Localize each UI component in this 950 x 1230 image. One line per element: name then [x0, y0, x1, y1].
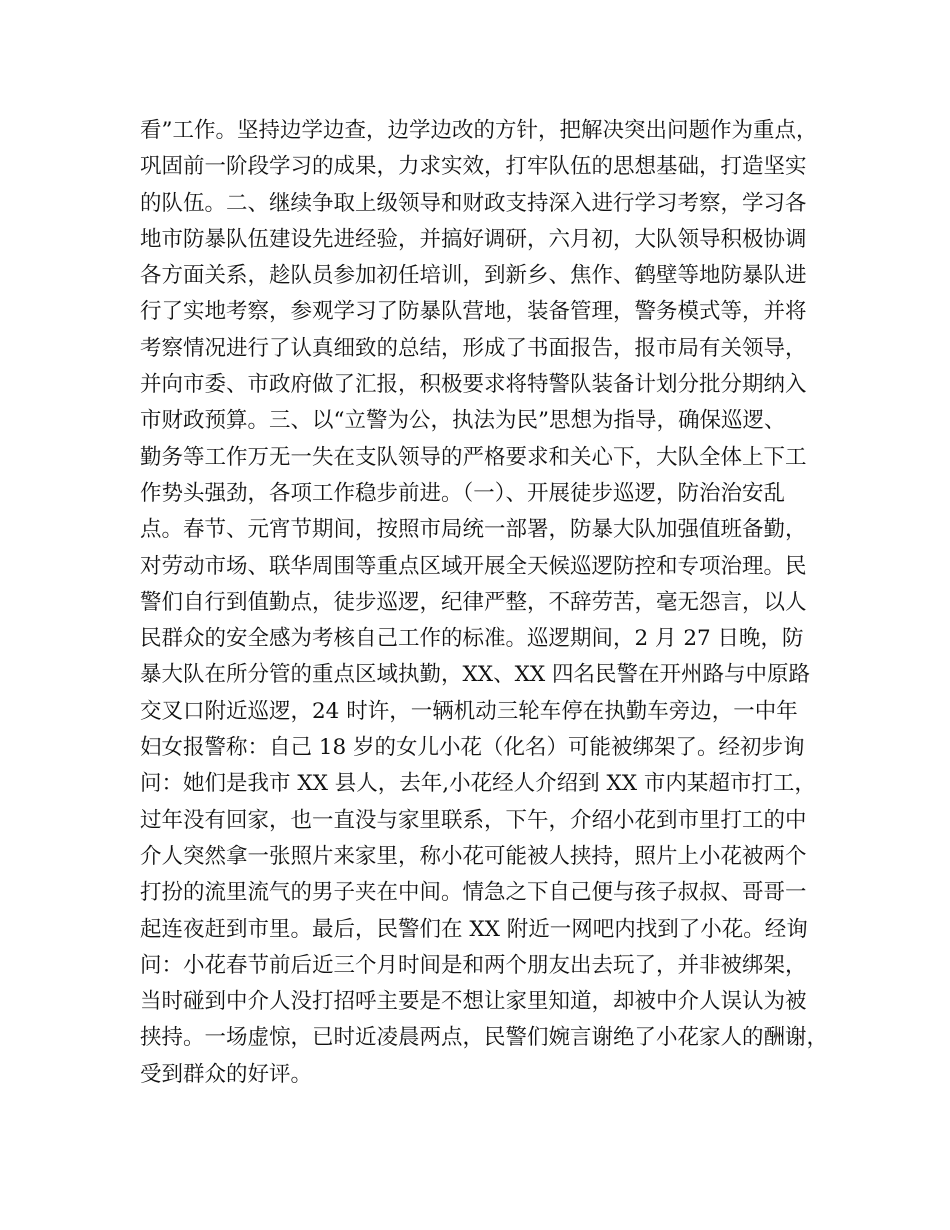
text-line: 对劳动市场、联华周围等重点区域开展全天候巡逻防控和专项治理。民 — [140, 553, 807, 579]
text-line: 交叉口附近巡逻，24 时许，一辆机动三轮车停在执勤车旁边，一中年 — [140, 698, 798, 724]
text-line: 起连夜赶到市里。最后，民警们在 XX 附近一网吧内找到了小花。经询 — [140, 916, 808, 942]
body-text — [140, 113, 830, 1093]
text-line: 各方面关系，趁队员参加初任培训，到新乡、焦作、鹤壁等地防暴队进 — [140, 263, 807, 289]
text-line: 当时碰到中介人没打招呼主要是不想让家里知道，却被中介人误认为被 — [140, 989, 807, 1015]
text-line: 问：她们是我市 XX 县人，去年,小花经人介绍到 XX 市内某超市打工， — [140, 771, 816, 797]
text-line: 地市防暴队伍建设先进经验，并搞好调研，六月初，大队领导积极协调 — [140, 226, 807, 252]
text-line: 并向市委、市政府做了汇报，积极要求将特警队装备计划分批分期纳入 — [140, 372, 807, 398]
text-line: 打扮的流里流气的男子夹在中间。情急之下自己便与孩子叔叔、哥哥一 — [140, 880, 807, 906]
text-line: 勤务等工作万无一失在支队领导的严格要求和关心下，大队全体上下工 — [140, 444, 807, 470]
text-line: 挟持。一场虚惊，已时近凌晨两点，民警们婉言谢绝了小花家人的酬谢， — [140, 1025, 829, 1051]
text-line: 市财政预算。三、以“立警为公，执法为民”思想为指导，确保巡逻、 — [140, 408, 786, 434]
text-line: 行了实地考察，参观学习了防暴队营地，装备管理，警务模式等，并将 — [140, 299, 807, 325]
text-line: 的队伍。二、继续争取上级领导和财政支持深入进行学习考察，学习各 — [140, 190, 807, 216]
text-line: 警们自行到值勤点，徒步巡逻，纪律严整，不辞劳苦，毫无怨言，以人 — [140, 589, 807, 615]
text-line: 暴大队在所分管的重点区域执勤，XX、XX 四名民警在开州路与中原路 — [140, 662, 811, 688]
text-line: 妇女报警称：自己 18 岁的女儿小花（化名）可能被绑架了。经初步询 — [140, 735, 805, 761]
text-line: 民群众的安全感为考核自己工作的标准。巡逻期间，2 月 27 日晚，防 — [140, 626, 804, 652]
text-line: 过年没有回家，也一直没与家里联系，下午，介绍小花到市里打工的中 — [140, 807, 807, 833]
text-line: 看”工作。坚持边学边查，边学边改的方针，把解决突出问题作为重点， — [140, 118, 818, 143]
text-line: 作势头强劲，各项工作稳步前进。（一）、开展徒步巡逻，防治治安乱 — [140, 480, 786, 506]
text-line: 问：小花春节前后近三个月时间是和两个朋友出去玩了，并非被绑架， — [140, 952, 807, 978]
text-line: 点。春节、元宵节期间，按照市局统一部署，防暴大队加强值班备勤， — [140, 517, 807, 543]
text-line: 介人突然拿一张照片来家里，称小花可能被人挟持，照片上小花被两个 — [140, 843, 807, 869]
text-line: 巩固前一阶段学习的成果，力求实效，打牢队伍的思想基础，打造坚实 — [140, 154, 807, 180]
text-line: 考察情况进行了认真细致的总结，形成了书面报告，报市局有关领导， — [140, 335, 807, 361]
text-line: 受到群众的好评。 — [140, 1061, 313, 1087]
